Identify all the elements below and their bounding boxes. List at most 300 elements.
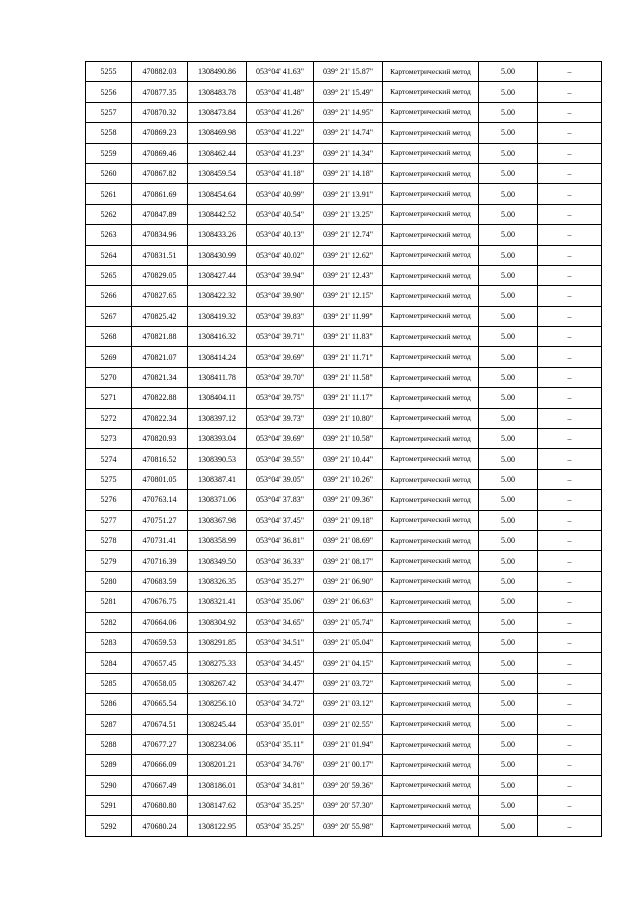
x-coordinate-cell: 470834.96	[132, 225, 188, 245]
latitude-cell: 053°04' 41.18"	[247, 163, 314, 183]
y-coordinate-cell: 1308483.78	[188, 82, 247, 102]
table-row	[86, 816, 602, 836]
y-coordinate-cell: 1308469.98	[188, 123, 247, 143]
y-coordinate-cell: 1308275.33	[188, 653, 247, 673]
longitude-cell: 039° 21' 06.63"	[314, 592, 383, 612]
point-number-cell: 5286	[86, 694, 132, 714]
y-coordinate-cell: 1308245.44	[188, 714, 247, 734]
table-row	[86, 306, 602, 326]
accuracy-cell: 5.00	[479, 653, 538, 673]
coordinates-table	[85, 61, 602, 837]
y-coordinate-cell: 1308201.21	[188, 755, 247, 775]
x-coordinate-cell: 470870.32	[132, 102, 188, 122]
method-cell: Картометрический метод	[383, 306, 479, 326]
y-coordinate-cell: 1308256.10	[188, 694, 247, 714]
description-cell: –	[538, 653, 602, 673]
table-row	[86, 571, 602, 591]
description-cell: –	[538, 551, 602, 571]
description-cell: –	[538, 367, 602, 387]
y-coordinate-cell: 1308234.06	[188, 734, 247, 754]
latitude-cell: 053°04' 34.81"	[247, 775, 314, 795]
x-coordinate-cell: 470680.24	[132, 816, 188, 836]
table-row	[86, 796, 602, 816]
method-cell: Картометрический метод	[383, 429, 479, 449]
latitude-cell: 053°04' 40.13"	[247, 225, 314, 245]
point-number-cell: 5261	[86, 184, 132, 204]
x-coordinate-cell: 470821.07	[132, 347, 188, 367]
y-coordinate-cell: 1308304.92	[188, 612, 247, 632]
accuracy-cell: 5.00	[479, 347, 538, 367]
point-number-cell: 5264	[86, 245, 132, 265]
accuracy-cell: 5.00	[479, 306, 538, 326]
point-number-cell: 5268	[86, 327, 132, 347]
latitude-cell: 053°04' 37.45"	[247, 510, 314, 530]
longitude-cell: 039° 21' 12.15"	[314, 286, 383, 306]
accuracy-cell: 5.00	[479, 245, 538, 265]
x-coordinate-cell: 470829.05	[132, 265, 188, 285]
accuracy-cell: 5.00	[479, 571, 538, 591]
longitude-cell: 039° 21' 10.26"	[314, 469, 383, 489]
point-number-cell: 5281	[86, 592, 132, 612]
latitude-cell: 053°04' 37.83"	[247, 490, 314, 510]
accuracy-cell: 5.00	[479, 204, 538, 224]
description-cell: –	[538, 225, 602, 245]
point-number-cell: 5275	[86, 469, 132, 489]
point-number-cell: 5287	[86, 714, 132, 734]
latitude-cell: 053°04' 39.55"	[247, 449, 314, 469]
x-coordinate-cell: 470869.23	[132, 123, 188, 143]
table-row	[86, 449, 602, 469]
latitude-cell: 053°04' 39.73"	[247, 408, 314, 428]
y-coordinate-cell: 1308291.85	[188, 632, 247, 652]
longitude-cell: 039° 21' 01.94"	[314, 734, 383, 754]
method-cell: Картометрический метод	[383, 143, 479, 163]
latitude-cell: 053°04' 39.05"	[247, 469, 314, 489]
point-number-cell: 5267	[86, 306, 132, 326]
method-cell: Картометрический метод	[383, 102, 479, 122]
description-cell: –	[538, 571, 602, 591]
accuracy-cell: 5.00	[479, 469, 538, 489]
table-row	[86, 204, 602, 224]
description-cell: –	[538, 265, 602, 285]
accuracy-cell: 5.00	[479, 796, 538, 816]
table-row	[86, 388, 602, 408]
method-cell: Картометрический метод	[383, 775, 479, 795]
description-cell: –	[538, 530, 602, 550]
description-cell: –	[538, 408, 602, 428]
latitude-cell: 053°04' 39.94"	[247, 265, 314, 285]
point-number-cell: 5288	[86, 734, 132, 754]
longitude-cell: 039° 21' 11.58"	[314, 367, 383, 387]
accuracy-cell: 5.00	[479, 673, 538, 693]
y-coordinate-cell: 1308414.24	[188, 347, 247, 367]
longitude-cell: 039° 21' 12.62"	[314, 245, 383, 265]
accuracy-cell: 5.00	[479, 163, 538, 183]
latitude-cell: 053°04' 34.45"	[247, 653, 314, 673]
point-number-cell: 5278	[86, 530, 132, 550]
point-number-cell: 5274	[86, 449, 132, 469]
latitude-cell: 053°04' 39.69"	[247, 429, 314, 449]
x-coordinate-cell: 470683.59	[132, 571, 188, 591]
description-cell: –	[538, 796, 602, 816]
longitude-cell: 039° 21' 11.17"	[314, 388, 383, 408]
latitude-cell: 053°04' 40.54"	[247, 204, 314, 224]
method-cell: Картометрический метод	[383, 612, 479, 632]
accuracy-cell: 5.00	[479, 510, 538, 530]
accuracy-cell: 5.00	[479, 123, 538, 143]
latitude-cell: 053°04' 39.70"	[247, 367, 314, 387]
method-cell: Картометрический метод	[383, 469, 479, 489]
point-number-cell: 5289	[86, 755, 132, 775]
point-number-cell: 5265	[86, 265, 132, 285]
x-coordinate-cell: 470816.52	[132, 449, 188, 469]
accuracy-cell: 5.00	[479, 714, 538, 734]
description-cell: –	[538, 734, 602, 754]
point-number-cell: 5262	[86, 204, 132, 224]
latitude-cell: 053°04' 39.83"	[247, 306, 314, 326]
longitude-cell: 039° 21' 10.58"	[314, 429, 383, 449]
x-coordinate-cell: 470825.42	[132, 306, 188, 326]
longitude-cell: 039° 21' 06.90"	[314, 571, 383, 591]
description-cell: –	[538, 123, 602, 143]
accuracy-cell: 5.00	[479, 367, 538, 387]
latitude-cell: 053°04' 35.25"	[247, 816, 314, 836]
accuracy-cell: 5.00	[479, 327, 538, 347]
description-cell: –	[538, 388, 602, 408]
latitude-cell: 053°04' 35.27"	[247, 571, 314, 591]
longitude-cell: 039° 21' 00.17"	[314, 755, 383, 775]
accuracy-cell: 5.00	[479, 632, 538, 652]
table-row	[86, 408, 602, 428]
y-coordinate-cell: 1308411.78	[188, 367, 247, 387]
x-coordinate-cell: 470674.51	[132, 714, 188, 734]
method-cell: Картометрический метод	[383, 510, 479, 530]
description-cell: –	[538, 82, 602, 102]
table-row	[86, 245, 602, 265]
method-cell: Картометрический метод	[383, 286, 479, 306]
y-coordinate-cell: 1308267.42	[188, 673, 247, 693]
method-cell: Картометрический метод	[383, 163, 479, 183]
table-row	[86, 225, 602, 245]
table-row	[86, 469, 602, 489]
longitude-cell: 039° 21' 04.15"	[314, 653, 383, 673]
x-coordinate-cell: 470716.39	[132, 551, 188, 571]
description-cell: –	[538, 102, 602, 122]
x-coordinate-cell: 470666.09	[132, 755, 188, 775]
latitude-cell: 053°04' 41.26"	[247, 102, 314, 122]
longitude-cell: 039° 21' 09.18"	[314, 510, 383, 530]
method-cell: Картометрический метод	[383, 796, 479, 816]
method-cell: Картометрический метод	[383, 571, 479, 591]
table-row	[86, 327, 602, 347]
accuracy-cell: 5.00	[479, 102, 538, 122]
description-cell: –	[538, 694, 602, 714]
table-row	[86, 755, 602, 775]
table-row	[86, 632, 602, 652]
longitude-cell: 039° 21' 05.74"	[314, 612, 383, 632]
method-cell: Картометрический метод	[383, 734, 479, 754]
method-cell: Картометрический метод	[383, 388, 479, 408]
y-coordinate-cell: 1308122.95	[188, 816, 247, 836]
point-number-cell: 5277	[86, 510, 132, 530]
table-row	[86, 775, 602, 795]
point-number-cell: 5266	[86, 286, 132, 306]
accuracy-cell: 5.00	[479, 82, 538, 102]
latitude-cell: 053°04' 35.25"	[247, 796, 314, 816]
accuracy-cell: 5.00	[479, 694, 538, 714]
longitude-cell: 039° 20' 59.36"	[314, 775, 383, 795]
table-row	[86, 82, 602, 102]
longitude-cell: 039° 21' 11.71"	[314, 347, 383, 367]
point-number-cell: 5283	[86, 632, 132, 652]
x-coordinate-cell: 470680.80	[132, 796, 188, 816]
accuracy-cell: 5.00	[479, 449, 538, 469]
description-cell: –	[538, 755, 602, 775]
longitude-cell: 039° 20' 55.98"	[314, 816, 383, 836]
description-cell: –	[538, 184, 602, 204]
table-row	[86, 714, 602, 734]
description-cell: –	[538, 143, 602, 163]
point-number-cell: 5279	[86, 551, 132, 571]
point-number-cell: 5290	[86, 775, 132, 795]
accuracy-cell: 5.00	[479, 408, 538, 428]
point-number-cell: 5270	[86, 367, 132, 387]
y-coordinate-cell: 1308427.44	[188, 265, 247, 285]
latitude-cell: 053°04' 34.72"	[247, 694, 314, 714]
y-coordinate-cell: 1308186.01	[188, 775, 247, 795]
longitude-cell: 039° 21' 11.99"	[314, 306, 383, 326]
longitude-cell: 039° 21' 12.43"	[314, 265, 383, 285]
point-number-cell: 5280	[86, 571, 132, 591]
method-cell: Картометрический метод	[383, 265, 479, 285]
longitude-cell: 039° 21' 03.12"	[314, 694, 383, 714]
x-coordinate-cell: 470882.03	[132, 62, 188, 82]
y-coordinate-cell: 1308490.86	[188, 62, 247, 82]
x-coordinate-cell: 470664.06	[132, 612, 188, 632]
latitude-cell: 053°04' 39.75"	[247, 388, 314, 408]
table-row	[86, 551, 602, 571]
method-cell: Картометрический метод	[383, 327, 479, 347]
x-coordinate-cell: 470801.05	[132, 469, 188, 489]
latitude-cell: 053°04' 39.90"	[247, 286, 314, 306]
accuracy-cell: 5.00	[479, 592, 538, 612]
longitude-cell: 039° 21' 14.74"	[314, 123, 383, 143]
x-coordinate-cell: 470676.75	[132, 592, 188, 612]
longitude-cell: 039° 21' 10.44"	[314, 449, 383, 469]
accuracy-cell: 5.00	[479, 816, 538, 836]
point-number-cell: 5284	[86, 653, 132, 673]
method-cell: Картометрический метод	[383, 632, 479, 652]
x-coordinate-cell: 470847.89	[132, 204, 188, 224]
point-number-cell: 5272	[86, 408, 132, 428]
table-row	[86, 490, 602, 510]
point-number-cell: 5260	[86, 163, 132, 183]
y-coordinate-cell: 1308422.32	[188, 286, 247, 306]
y-coordinate-cell: 1308358.99	[188, 530, 247, 550]
y-coordinate-cell: 1308147.62	[188, 796, 247, 816]
y-coordinate-cell: 1308367.98	[188, 510, 247, 530]
x-coordinate-cell: 470659.53	[132, 632, 188, 652]
point-number-cell: 5291	[86, 796, 132, 816]
table-row	[86, 530, 602, 550]
y-coordinate-cell: 1308442.52	[188, 204, 247, 224]
point-number-cell: 5258	[86, 123, 132, 143]
longitude-cell: 039° 21' 09.36"	[314, 490, 383, 510]
table-row	[86, 694, 602, 714]
description-cell: –	[538, 775, 602, 795]
table-row	[86, 734, 602, 754]
description-cell: –	[538, 632, 602, 652]
x-coordinate-cell: 470677.27	[132, 734, 188, 754]
table-row	[86, 102, 602, 122]
method-cell: Картометрический метод	[383, 347, 479, 367]
table-row	[86, 286, 602, 306]
description-cell: –	[538, 306, 602, 326]
longitude-cell: 039° 21' 11.83"	[314, 327, 383, 347]
x-coordinate-cell: 470658.05	[132, 673, 188, 693]
coordinates-table-body	[86, 62, 602, 837]
description-cell: –	[538, 449, 602, 469]
point-number-cell: 5255	[86, 62, 132, 82]
method-cell: Картометрический метод	[383, 816, 479, 836]
y-coordinate-cell: 1308387.41	[188, 469, 247, 489]
longitude-cell: 039° 21' 03.72"	[314, 673, 383, 693]
y-coordinate-cell: 1308419.32	[188, 306, 247, 326]
y-coordinate-cell: 1308459.54	[188, 163, 247, 183]
method-cell: Картометрический метод	[383, 714, 479, 734]
y-coordinate-cell: 1308416.32	[188, 327, 247, 347]
method-cell: Картометрический метод	[383, 123, 479, 143]
x-coordinate-cell: 470877.35	[132, 82, 188, 102]
longitude-cell: 039° 20' 57.30"	[314, 796, 383, 816]
latitude-cell: 053°04' 34.65"	[247, 612, 314, 632]
longitude-cell: 039° 21' 08.69"	[314, 530, 383, 550]
method-cell: Картометрический метод	[383, 755, 479, 775]
method-cell: Картометрический метод	[383, 551, 479, 571]
longitude-cell: 039° 21' 15.87"	[314, 62, 383, 82]
table-row	[86, 163, 602, 183]
accuracy-cell: 5.00	[479, 388, 538, 408]
accuracy-cell: 5.00	[479, 184, 538, 204]
description-cell: –	[538, 714, 602, 734]
longitude-cell: 039° 21' 05.04"	[314, 632, 383, 652]
accuracy-cell: 5.00	[479, 755, 538, 775]
x-coordinate-cell: 470827.65	[132, 286, 188, 306]
description-cell: –	[538, 429, 602, 449]
y-coordinate-cell: 1308326.35	[188, 571, 247, 591]
y-coordinate-cell: 1308397.12	[188, 408, 247, 428]
x-coordinate-cell: 470861.69	[132, 184, 188, 204]
accuracy-cell: 5.00	[479, 286, 538, 306]
accuracy-cell: 5.00	[479, 225, 538, 245]
x-coordinate-cell: 470665.54	[132, 694, 188, 714]
longitude-cell: 039° 21' 13.91"	[314, 184, 383, 204]
point-number-cell: 5276	[86, 490, 132, 510]
longitude-cell: 039° 21' 13.25"	[314, 204, 383, 224]
point-number-cell: 5292	[86, 816, 132, 836]
longitude-cell: 039° 21' 02.55"	[314, 714, 383, 734]
accuracy-cell: 5.00	[479, 734, 538, 754]
description-cell: –	[538, 204, 602, 224]
latitude-cell: 053°04' 36.33"	[247, 551, 314, 571]
latitude-cell: 053°04' 41.63"	[247, 62, 314, 82]
table-row	[86, 347, 602, 367]
latitude-cell: 053°04' 39.69"	[247, 347, 314, 367]
latitude-cell: 053°04' 41.22"	[247, 123, 314, 143]
table-row	[86, 184, 602, 204]
method-cell: Картометрический метод	[383, 245, 479, 265]
x-coordinate-cell: 470751.27	[132, 510, 188, 530]
accuracy-cell: 5.00	[479, 143, 538, 163]
y-coordinate-cell: 1308390.53	[188, 449, 247, 469]
x-coordinate-cell: 470820.93	[132, 429, 188, 449]
description-cell: –	[538, 469, 602, 489]
description-cell: –	[538, 62, 602, 82]
table-row	[86, 143, 602, 163]
accuracy-cell: 5.00	[479, 775, 538, 795]
y-coordinate-cell: 1308433.26	[188, 225, 247, 245]
latitude-cell: 053°04' 40.02"	[247, 245, 314, 265]
point-number-cell: 5282	[86, 612, 132, 632]
table-row	[86, 429, 602, 449]
description-cell: –	[538, 510, 602, 530]
latitude-cell: 053°04' 35.01"	[247, 714, 314, 734]
method-cell: Картометрический метод	[383, 694, 479, 714]
description-cell: –	[538, 490, 602, 510]
accuracy-cell: 5.00	[479, 429, 538, 449]
description-cell: –	[538, 673, 602, 693]
latitude-cell: 053°04' 35.11"	[247, 734, 314, 754]
y-coordinate-cell: 1308321.41	[188, 592, 247, 612]
latitude-cell: 053°04' 41.23"	[247, 143, 314, 163]
x-coordinate-cell: 470822.34	[132, 408, 188, 428]
x-coordinate-cell: 470867.82	[132, 163, 188, 183]
latitude-cell: 053°04' 36.81"	[247, 530, 314, 550]
latitude-cell: 053°04' 34.51"	[247, 632, 314, 652]
description-cell: –	[538, 347, 602, 367]
point-number-cell: 5271	[86, 388, 132, 408]
x-coordinate-cell: 470821.34	[132, 367, 188, 387]
y-coordinate-cell: 1308430.99	[188, 245, 247, 265]
method-cell: Картометрический метод	[383, 490, 479, 510]
table-row	[86, 123, 602, 143]
longitude-cell: 039° 21' 15.49"	[314, 82, 383, 102]
table-row	[86, 612, 602, 632]
method-cell: Картометрический метод	[383, 62, 479, 82]
accuracy-cell: 5.00	[479, 265, 538, 285]
x-coordinate-cell: 470869.46	[132, 143, 188, 163]
latitude-cell: 053°04' 40.99"	[247, 184, 314, 204]
y-coordinate-cell: 1308404.11	[188, 388, 247, 408]
description-cell: –	[538, 592, 602, 612]
description-cell: –	[538, 245, 602, 265]
y-coordinate-cell: 1308462.44	[188, 143, 247, 163]
latitude-cell: 053°04' 35.06"	[247, 592, 314, 612]
point-number-cell: 5256	[86, 82, 132, 102]
table-row	[86, 367, 602, 387]
x-coordinate-cell: 470831.51	[132, 245, 188, 265]
method-cell: Картометрический метод	[383, 530, 479, 550]
longitude-cell: 039° 21' 10.80"	[314, 408, 383, 428]
method-cell: Картометрический метод	[383, 82, 479, 102]
method-cell: Картометрический метод	[383, 184, 479, 204]
description-cell: –	[538, 286, 602, 306]
x-coordinate-cell: 470731.41	[132, 530, 188, 550]
accuracy-cell: 5.00	[479, 551, 538, 571]
point-number-cell: 5273	[86, 429, 132, 449]
table-row	[86, 510, 602, 530]
latitude-cell: 053°04' 41.48"	[247, 82, 314, 102]
